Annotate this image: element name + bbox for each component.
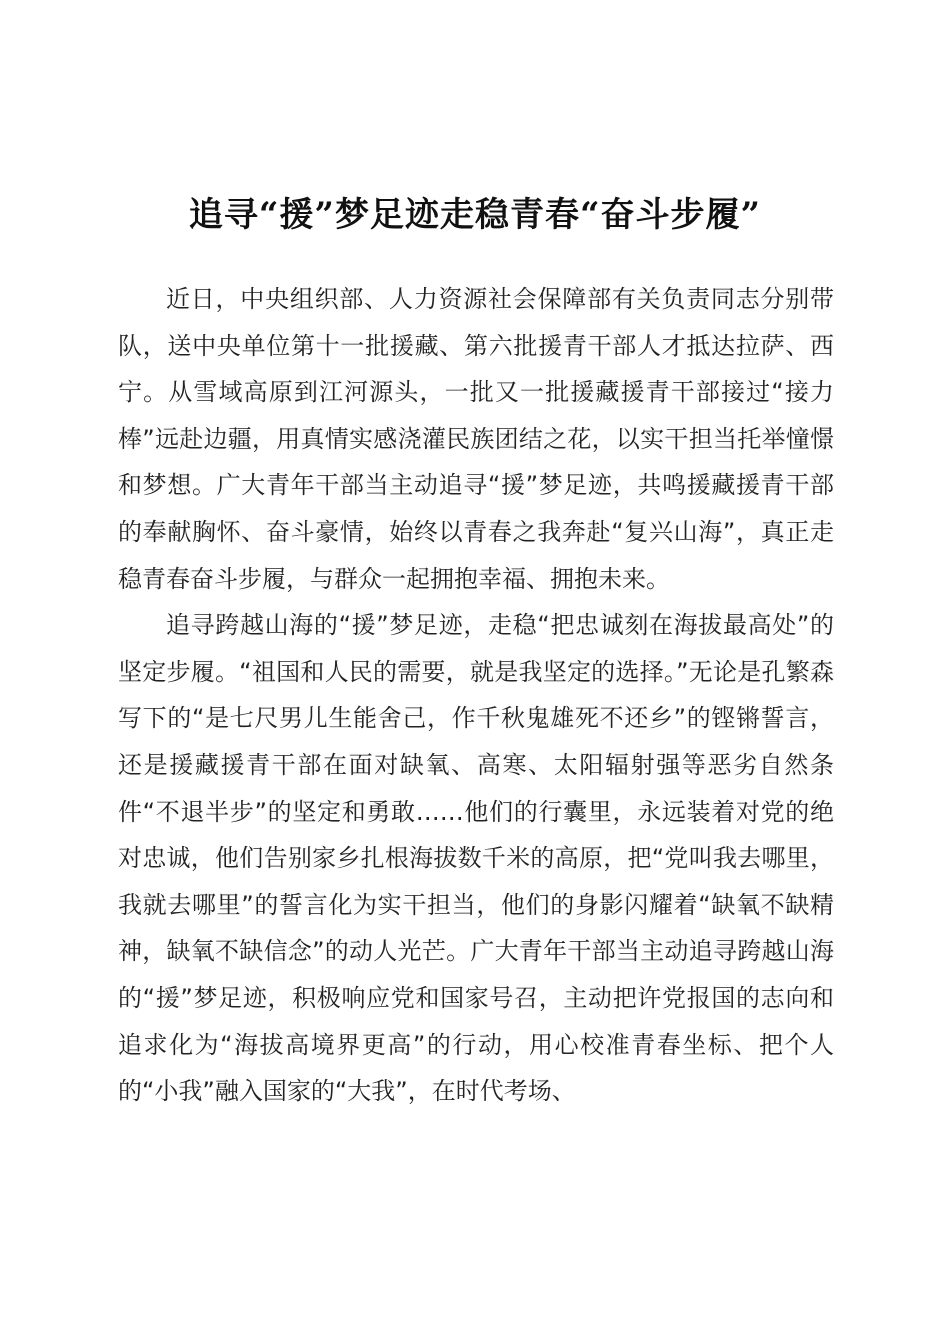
document-body [118, 276, 834, 1115]
paragraph-2: 追寻跨越山海的“援”梦足迹，走稳“把忠诚刻在海拔最高处”的坚定步履。“祖国和人民的需要，就是我坚定的选择。”无论是孔繁森写下的“是七尺男儿生能舍己，作千秋鬼雄死不还乡”的铿锵誓言，还是援藏援青干部在面对缺氧、高寒、太阳辐射强等恶劣自然条件“不退半步”的坚定和勇敢……他们的行囊里，永远装着对党的绝对忠诚，他们告别家乡扎根海拔数千米的高原，把“党叫我去哪里，我就去哪里”的誓言化为实干担当，他们的身影闪耀着“缺氧不缺精神，缺氧不缺信念”的动人光芒。广大青年干部当主动追寻跨越山海的“援”梦足迹，积极响应党和国家号召，主动把许党报国的志向和追求化为“海拔高境界更高”的行动，用心校准青春坐标、把个人的“小我”融入国家的“大我”，在时代考场、 [118, 611, 834, 1106]
document-title: 追寻“援”梦足迹走稳青春“奋斗步履” [188, 194, 762, 235]
paragraph-1: 近日，中央组织部、人力资源社会保障部有关负责同志分别带队，送中央单位第十一批援藏、第六批援青干部人才抵达拉萨、西宁。从雪域高原到江河源头，一批又一批援藏援青干部接过“接力棒”远赴边疆，用真情实感浇灌民族团结之花，以实干担当托举憧憬和梦想。广大青年干部当主动追寻“援”梦足迹，共鸣援藏援青干部的奉献胸怀、奋斗豪情，始终以青春之我奔赴“复兴山海”，真正走稳青春奋斗步履，与群众一起拥抱幸福、拥抱未来。 [118, 285, 834, 593]
